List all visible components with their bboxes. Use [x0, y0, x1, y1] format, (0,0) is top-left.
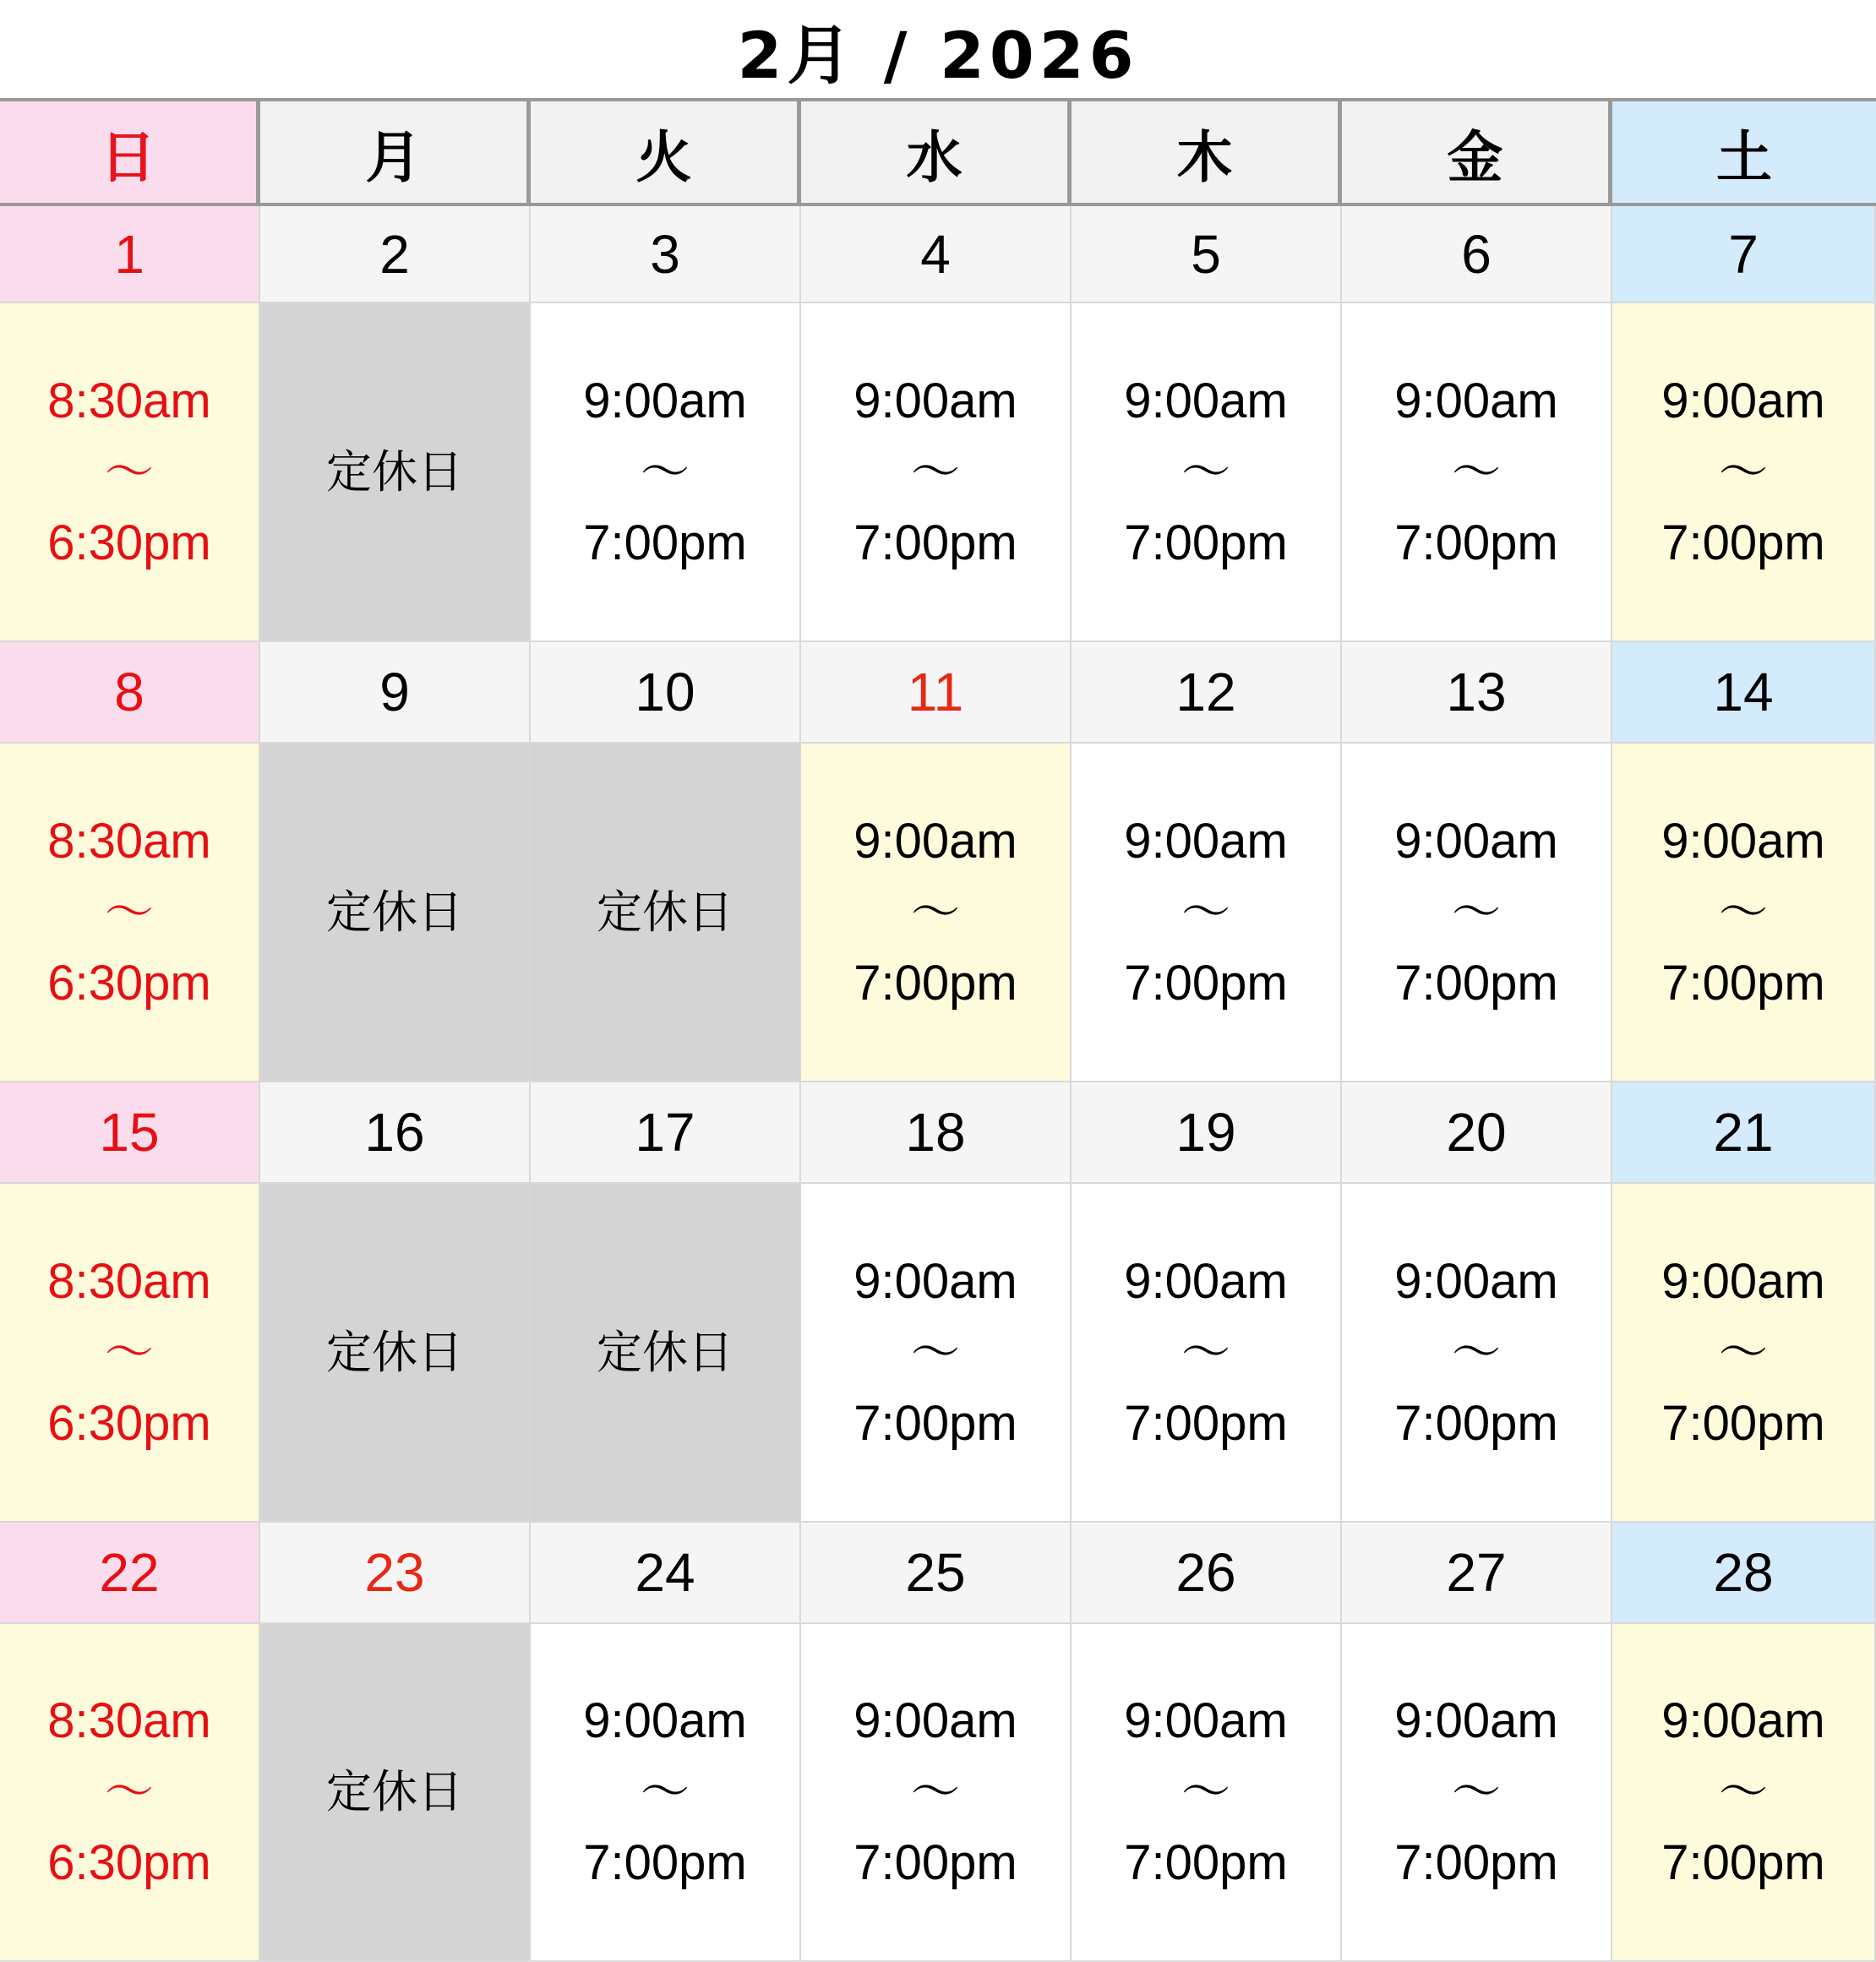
hours-open: 9:00am	[1661, 1253, 1825, 1309]
hours-open: 9:00am	[1661, 1693, 1825, 1748]
hours-sep: ～	[1718, 444, 1768, 499]
hours-close: 6:30pm	[47, 955, 211, 1011]
hours-close: 7:00pm	[583, 515, 747, 570]
hours-sep: ～	[1181, 1764, 1230, 1819]
hours-open: 9:00am	[853, 1693, 1017, 1748]
hours-open: 8:30am	[47, 813, 211, 869]
hours-sep: ～	[1181, 1324, 1230, 1380]
hours-sep: ～	[910, 444, 960, 499]
date-number: 20	[1342, 1082, 1612, 1184]
hours-sep: ～	[1181, 444, 1230, 499]
hours-open: 9:00am	[853, 813, 1017, 869]
weekday-header-sun: 日	[0, 101, 260, 206]
closed-day-cell: 定休日	[260, 1624, 531, 1962]
closed-day-cell: 定休日	[531, 744, 801, 1082]
date-number: 18	[801, 1082, 1072, 1184]
date-number: 17	[531, 1082, 801, 1184]
date-number: 26	[1072, 1523, 1342, 1624]
hours-sep: ～	[104, 884, 154, 940]
hours-close: 7:00pm	[583, 1835, 747, 1890]
date-number: 15	[0, 1082, 260, 1184]
hours-close: 7:00pm	[1394, 955, 1558, 1011]
date-number: 2	[260, 206, 531, 303]
weekday-header-mon: 月	[260, 101, 531, 206]
date-number: 10	[531, 642, 801, 744]
date-number: 28	[1612, 1523, 1876, 1624]
date-number: 5	[1072, 206, 1342, 303]
weekday-header-tue: 火	[531, 101, 801, 206]
hours-open: 9:00am	[1661, 373, 1825, 428]
hours-close: 7:00pm	[1661, 1395, 1825, 1451]
hours-sep: ～	[1451, 1764, 1501, 1819]
date-number: 24	[531, 1523, 801, 1624]
hours-close: 7:00pm	[853, 955, 1017, 1011]
business-hours-cell	[1612, 744, 1876, 1082]
business-hours-cell	[1072, 1624, 1342, 1962]
business-hours-cell	[0, 303, 260, 642]
hours-sep: ～	[640, 444, 690, 499]
business-hours-cell	[1072, 1184, 1342, 1523]
business-hours-cell	[1612, 1624, 1876, 1962]
hours-open: 8:30am	[47, 373, 211, 428]
date-number: 16	[260, 1082, 531, 1184]
calendar-title: 2月 / 2026	[737, 17, 1139, 93]
hours-close: 7:00pm	[853, 1395, 1017, 1451]
hours-close: 6:30pm	[47, 1835, 211, 1890]
business-hours-cell	[531, 303, 801, 642]
hours-open: 9:00am	[1124, 1693, 1288, 1748]
hours-open: 9:00am	[1124, 373, 1288, 428]
date-number: 11	[801, 642, 1072, 744]
hours-close: 7:00pm	[1124, 1835, 1288, 1890]
hours-sep: ～	[1718, 1764, 1768, 1819]
hours-close: 7:00pm	[1124, 955, 1288, 1011]
date-number: 4	[801, 206, 1072, 303]
hours-sep: ～	[1451, 884, 1501, 940]
hours-close: 7:00pm	[1124, 515, 1288, 570]
hours-close: 7:00pm	[1124, 1395, 1288, 1451]
business-hours-cell	[1072, 744, 1342, 1082]
date-number: 14	[1612, 642, 1876, 744]
hours-open: 9:00am	[853, 1253, 1017, 1309]
hours-close: 7:00pm	[1661, 955, 1825, 1011]
business-hours-cell	[0, 744, 260, 1082]
hours-open: 9:00am	[853, 373, 1017, 428]
business-hours-cell	[0, 1184, 260, 1523]
hours-sep: ～	[1181, 884, 1230, 940]
hours-sep: ～	[1718, 884, 1768, 940]
hours-open: 9:00am	[1394, 1253, 1558, 1309]
business-hours-cell	[1612, 1184, 1876, 1523]
date-number: 25	[801, 1523, 1072, 1624]
hours-close: 7:00pm	[853, 515, 1017, 570]
business-hours-cell	[801, 1624, 1072, 1962]
hours-close: 6:30pm	[47, 1395, 211, 1451]
business-hours-cell	[1342, 744, 1612, 1082]
business-hours-cell	[1612, 303, 1876, 642]
hours-sep: ～	[104, 444, 154, 499]
weekday-header-fri: 金	[1342, 101, 1612, 206]
business-hours-cell	[1342, 303, 1612, 642]
date-number: 21	[1612, 1082, 1876, 1184]
hours-open: 8:30am	[47, 1253, 211, 1309]
hours-open: 9:00am	[1394, 813, 1558, 869]
date-number: 19	[1072, 1082, 1342, 1184]
calendar-grid	[0, 98, 1876, 1958]
hours-open: 9:00am	[1124, 813, 1288, 869]
hours-close: 7:00pm	[1394, 1395, 1558, 1451]
hours-sep: ～	[104, 1324, 154, 1380]
business-hours-cell	[531, 1624, 801, 1962]
weekday-header-thu: 木	[1072, 101, 1342, 206]
date-number: 22	[0, 1523, 260, 1624]
closed-day-cell: 定休日	[260, 303, 531, 642]
hours-sep: ～	[1718, 1324, 1768, 1380]
hours-open: 9:00am	[583, 373, 747, 428]
hours-open: 9:00am	[1394, 1693, 1558, 1748]
hours-close: 7:00pm	[1661, 515, 1825, 570]
hours-sep: ～	[910, 1764, 960, 1819]
hours-close: 7:00pm	[1661, 1835, 1825, 1890]
date-number: 23	[260, 1523, 531, 1624]
hours-open: 9:00am	[583, 1693, 747, 1748]
hours-close: 7:00pm	[1394, 1835, 1558, 1890]
date-number: 12	[1072, 642, 1342, 744]
hours-open: 8:30am	[47, 1693, 211, 1748]
date-number: 6	[1342, 206, 1612, 303]
business-hours-cell	[801, 1184, 1072, 1523]
business-hours-cell	[1072, 303, 1342, 642]
hours-close: 7:00pm	[853, 1835, 1017, 1890]
hours-sep: ～	[104, 1764, 154, 1819]
business-hours-cell	[801, 744, 1072, 1082]
hours-close: 6:30pm	[47, 515, 211, 570]
date-number: 27	[1342, 1523, 1612, 1624]
hours-close: 7:00pm	[1394, 515, 1558, 570]
closed-day-cell: 定休日	[260, 1184, 531, 1523]
date-number: 13	[1342, 642, 1612, 744]
hours-open: 9:00am	[1394, 373, 1558, 428]
date-number: 9	[260, 642, 531, 744]
date-number: 1	[0, 206, 260, 303]
closed-day-cell: 定休日	[260, 744, 531, 1082]
date-number: 7	[1612, 206, 1876, 303]
weekday-header-sat: 土	[1612, 101, 1876, 206]
business-hours-cell	[0, 1624, 260, 1962]
hours-open: 9:00am	[1124, 1253, 1288, 1309]
weekday-header-wed: 水	[801, 101, 1072, 206]
hours-sep: ～	[910, 1324, 960, 1380]
hours-sep: ～	[1451, 444, 1501, 499]
business-hours-cell	[1342, 1624, 1612, 1962]
hours-open: 9:00am	[1661, 813, 1825, 869]
hours-sep: ～	[910, 884, 960, 940]
date-number: 8	[0, 642, 260, 744]
closed-day-cell: 定休日	[531, 1184, 801, 1523]
hours-sep: ～	[640, 1764, 690, 1819]
business-hours-cell	[1342, 1184, 1612, 1523]
date-number: 3	[531, 206, 801, 303]
business-hours-cell	[801, 303, 1072, 642]
hours-sep: ～	[1451, 1324, 1501, 1380]
